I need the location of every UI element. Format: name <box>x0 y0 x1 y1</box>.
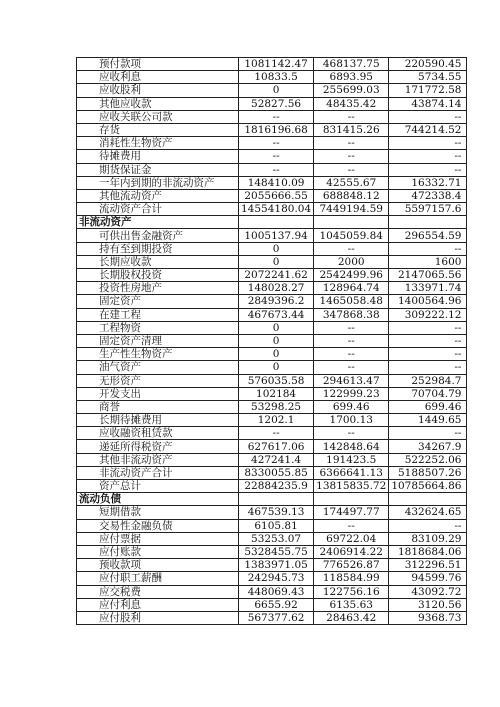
row-label: 生产性生物资产 <box>77 348 239 361</box>
value-col-1: 0 <box>239 361 314 374</box>
value-col-3: 43092.72 <box>389 585 467 598</box>
value-col-2: 1700.13 <box>314 414 389 427</box>
table-row <box>77 282 467 295</box>
row-label: 应交税费 <box>77 585 239 598</box>
table-row <box>77 308 467 321</box>
value-col-3: 70704.79 <box>389 387 467 400</box>
value-col-2: 122756.16 <box>314 585 389 598</box>
value-col-3: 5734.55 <box>389 71 467 84</box>
value-col-3: 43874.14 <box>389 97 467 110</box>
value-col-1: -- <box>239 137 314 150</box>
row-label: 资产总计 <box>77 480 239 493</box>
balance-sheet-body <box>77 58 467 625</box>
row-label: 交易性金融负债 <box>77 519 239 532</box>
value-col-3: 1449.65 <box>389 414 467 427</box>
row-label: 应收利息 <box>77 71 239 84</box>
row-label: 工程物资 <box>77 321 239 334</box>
value-col-3: -- <box>389 361 467 374</box>
value-col-2: 831415.26 <box>314 123 389 136</box>
value-col-3: 472338.4 <box>389 189 467 202</box>
value-col-1: -- <box>239 163 314 176</box>
table-row <box>77 176 467 189</box>
row-label: 短期借款 <box>77 506 239 519</box>
table-row <box>77 545 467 558</box>
row-label: 一年内到期的非流动资产 <box>77 176 239 189</box>
value-col-3: 312296.51 <box>389 559 467 572</box>
row-label: 开发支出 <box>77 387 239 400</box>
value-col-2: 2542499.96 <box>314 269 389 282</box>
row-label: 油气资产 <box>77 361 239 374</box>
value-col-3: -- <box>389 321 467 334</box>
value-col-1: 102184 <box>239 387 314 400</box>
value-col-3: 699.46 <box>389 400 467 413</box>
table-row <box>77 598 467 611</box>
value-col-2: -- <box>314 242 389 255</box>
value-col-1: 53253.07 <box>239 532 314 545</box>
row-label: 长期待摊费用 <box>77 414 239 427</box>
table-row <box>77 269 467 282</box>
table-row <box>77 203 467 216</box>
value-col-1: 0 <box>239 348 314 361</box>
table-row <box>77 532 467 545</box>
section-title: 流动负债 <box>77 493 239 506</box>
row-label: 长期应收款 <box>77 255 239 268</box>
table-row <box>77 137 467 150</box>
value-col-2: -- <box>314 163 389 176</box>
value-col-2: 28463.42 <box>314 611 389 624</box>
value-col-2: 255699.03 <box>314 84 389 97</box>
value-col-1: -- <box>239 427 314 440</box>
value-col-2: -- <box>314 334 389 347</box>
value-col-2: -- <box>314 150 389 163</box>
value-col-3: 252984.7 <box>389 374 467 387</box>
table-row <box>77 466 467 479</box>
value-col-1: 148410.09 <box>239 176 314 189</box>
table-row <box>77 506 467 519</box>
value-col-2: 13815835.72 <box>314 480 389 493</box>
section-title: 非流动资产 <box>77 216 239 229</box>
table-row <box>77 255 467 268</box>
value-col-3: 1400564.96 <box>389 295 467 308</box>
table-row <box>77 585 467 598</box>
value-col-2: 42555.67 <box>314 176 389 189</box>
value-col-1: 2849396.2 <box>239 295 314 308</box>
value-col-3: 83109.29 <box>389 532 467 545</box>
value-col-3: -- <box>389 519 467 532</box>
value-col-1: 148028.27 <box>239 282 314 295</box>
value-col-3: -- <box>389 110 467 123</box>
table-row <box>77 110 467 123</box>
value-col-1: 5328455.75 <box>239 545 314 558</box>
row-label: 在建工程 <box>77 308 239 321</box>
value-col-2: 128964.74 <box>314 282 389 295</box>
value-col-3: 2147065.56 <box>389 269 467 282</box>
value-col-2 <box>314 493 389 506</box>
value-col-1: 8330055.85 <box>239 466 314 479</box>
table-row <box>77 374 467 387</box>
value-col-3: -- <box>389 242 467 255</box>
table-row <box>77 123 467 136</box>
table-row <box>77 361 467 374</box>
value-col-3: 34267.9 <box>389 440 467 453</box>
row-label: 投资性房地产 <box>77 282 239 295</box>
row-label: 应付票据 <box>77 532 239 545</box>
value-col-1: 627617.06 <box>239 440 314 453</box>
table-row <box>77 295 467 308</box>
value-col-1: 467539.13 <box>239 506 314 519</box>
row-label: 无形资产 <box>77 374 239 387</box>
value-col-1: 22884235.9 <box>239 480 314 493</box>
value-col-2: 6135.63 <box>314 598 389 611</box>
table-row <box>77 387 467 400</box>
table-row <box>77 572 467 585</box>
value-col-1: 2055666.55 <box>239 189 314 202</box>
value-col-2: 1045059.84 <box>314 229 389 242</box>
value-col-2: 699.46 <box>314 400 389 413</box>
table-row <box>77 519 467 532</box>
value-col-2: 2000 <box>314 255 389 268</box>
row-label: 应付账款 <box>77 545 239 558</box>
value-col-1: 467673.44 <box>239 308 314 321</box>
value-col-2: -- <box>314 321 389 334</box>
value-col-3: -- <box>389 427 467 440</box>
row-label: 长期股权投资 <box>77 269 239 282</box>
value-col-3: 9368.73 <box>389 611 467 624</box>
value-col-1: 53298.25 <box>239 400 314 413</box>
value-col-2: 6893.95 <box>314 71 389 84</box>
value-col-1: 6105.81 <box>239 519 314 532</box>
value-col-3: 522252.06 <box>389 453 467 466</box>
table-row <box>77 58 467 71</box>
value-col-3: 3120.56 <box>389 598 467 611</box>
value-col-1: 427241.4 <box>239 453 314 466</box>
row-label: 待摊费用 <box>77 150 239 163</box>
value-col-2: 142848.64 <box>314 440 389 453</box>
value-col-3: -- <box>389 334 467 347</box>
value-col-2: -- <box>314 361 389 374</box>
value-col-2 <box>314 216 389 229</box>
value-col-2: 776526.87 <box>314 559 389 572</box>
value-col-1: 1005137.94 <box>239 229 314 242</box>
value-col-1: 0 <box>239 242 314 255</box>
section-header-row <box>77 493 467 506</box>
value-col-3: 16332.71 <box>389 176 467 189</box>
value-col-2: 688848.12 <box>314 189 389 202</box>
value-col-2: 122999.23 <box>314 387 389 400</box>
value-col-1: -- <box>239 150 314 163</box>
value-col-1: 14554180.04 <box>239 203 314 216</box>
value-col-2: 6366641.13 <box>314 466 389 479</box>
row-label: 应付股利 <box>77 611 239 624</box>
value-col-1: 242945.73 <box>239 572 314 585</box>
table-row <box>77 242 467 255</box>
value-col-2: -- <box>314 348 389 361</box>
value-col-3: -- <box>389 137 467 150</box>
value-col-1 <box>239 493 314 506</box>
row-label: 预收款项 <box>77 559 239 572</box>
value-col-3: 133971.74 <box>389 282 467 295</box>
value-col-1: 6655.92 <box>239 598 314 611</box>
row-label: 固定资产清理 <box>77 334 239 347</box>
row-label: 应收融资租赁款 <box>77 427 239 440</box>
value-col-3: -- <box>389 150 467 163</box>
value-col-2: -- <box>314 519 389 532</box>
table-row <box>77 611 467 624</box>
row-label: 消耗性生物资产 <box>77 137 239 150</box>
value-col-3: 10785664.86 <box>389 480 467 493</box>
table-row <box>77 84 467 97</box>
value-col-3: 5188507.26 <box>389 466 467 479</box>
value-col-1 <box>239 216 314 229</box>
table-row <box>77 189 467 202</box>
value-col-1: 52827.56 <box>239 97 314 110</box>
table-row <box>77 480 467 493</box>
value-col-1: 576035.58 <box>239 374 314 387</box>
row-label: 应付职工薪酬 <box>77 572 239 585</box>
value-col-2: -- <box>314 110 389 123</box>
value-col-1: 1081142.47 <box>239 58 314 71</box>
value-col-1: 1383971.05 <box>239 559 314 572</box>
value-col-1: 1816196.68 <box>239 123 314 136</box>
value-col-3: 432624.65 <box>389 506 467 519</box>
value-col-1: 2072241.62 <box>239 269 314 282</box>
value-col-1: 0 <box>239 84 314 97</box>
table-row <box>77 427 467 440</box>
value-col-2: 174497.77 <box>314 506 389 519</box>
table-row <box>77 97 467 110</box>
table-row <box>77 440 467 453</box>
value-col-3: 744214.52 <box>389 123 467 136</box>
value-col-3: 171772.58 <box>389 84 467 97</box>
value-col-1: 0 <box>239 255 314 268</box>
value-col-3: 1600 <box>389 255 467 268</box>
value-col-2: 191423.5 <box>314 453 389 466</box>
row-label: 非流动资产合计 <box>77 466 239 479</box>
row-label: 递延所得税资产 <box>77 440 239 453</box>
value-col-3: -- <box>389 163 467 176</box>
value-col-3 <box>389 493 467 506</box>
row-label: 其他应收款 <box>77 97 239 110</box>
value-col-2: 118584.99 <box>314 572 389 585</box>
value-col-3: 5597157.6 <box>389 203 467 216</box>
value-col-3: 94599.76 <box>389 572 467 585</box>
row-label: 其他流动资产 <box>77 189 239 202</box>
value-col-3: 296554.59 <box>389 229 467 242</box>
row-label: 可供出售金融资产 <box>77 229 239 242</box>
value-col-2: 1465058.48 <box>314 295 389 308</box>
value-col-1: 1202.1 <box>239 414 314 427</box>
value-col-1: -- <box>239 110 314 123</box>
table-row <box>77 559 467 572</box>
table-row <box>77 150 467 163</box>
row-label: 商誉 <box>77 400 239 413</box>
value-col-2: -- <box>314 427 389 440</box>
section-header-row <box>77 216 467 229</box>
value-col-2: 69722.04 <box>314 532 389 545</box>
value-col-1: 0 <box>239 321 314 334</box>
table-row <box>77 453 467 466</box>
table-row <box>77 229 467 242</box>
table-row <box>77 321 467 334</box>
value-col-2: -- <box>314 137 389 150</box>
value-col-3: -- <box>389 348 467 361</box>
row-label: 持有至到期投资 <box>77 242 239 255</box>
row-label: 应付利息 <box>77 598 239 611</box>
value-col-3 <box>389 216 467 229</box>
row-label: 流动资产合计 <box>77 203 239 216</box>
value-col-1: 448069.43 <box>239 585 314 598</box>
value-col-1: 0 <box>239 334 314 347</box>
table-row <box>77 414 467 427</box>
table-row <box>77 163 467 176</box>
table-row <box>77 71 467 84</box>
value-col-1: 10833.5 <box>239 71 314 84</box>
table-row <box>77 348 467 361</box>
row-label: 其他非流动资产 <box>77 453 239 466</box>
value-col-2: 468137.75 <box>314 58 389 71</box>
value-col-2: 7449194.59 <box>314 203 389 216</box>
balance-sheet-table <box>76 57 467 625</box>
value-col-1: 567377.62 <box>239 611 314 624</box>
row-label: 应收关联公司款 <box>77 110 239 123</box>
table-row <box>77 334 467 347</box>
row-label: 期货保证金 <box>77 163 239 176</box>
value-col-2: 294613.47 <box>314 374 389 387</box>
value-col-2: 48435.42 <box>314 97 389 110</box>
value-col-2: 2406914.22 <box>314 545 389 558</box>
value-col-3: 309222.12 <box>389 308 467 321</box>
row-label: 应收股利 <box>77 84 239 97</box>
value-col-3: 220590.45 <box>389 58 467 71</box>
value-col-2: 347868.38 <box>314 308 389 321</box>
row-label: 预付款项 <box>77 58 239 71</box>
value-col-3: 1818684.06 <box>389 545 467 558</box>
row-label: 存货 <box>77 123 239 136</box>
row-label: 固定资产 <box>77 295 239 308</box>
table-row <box>77 400 467 413</box>
